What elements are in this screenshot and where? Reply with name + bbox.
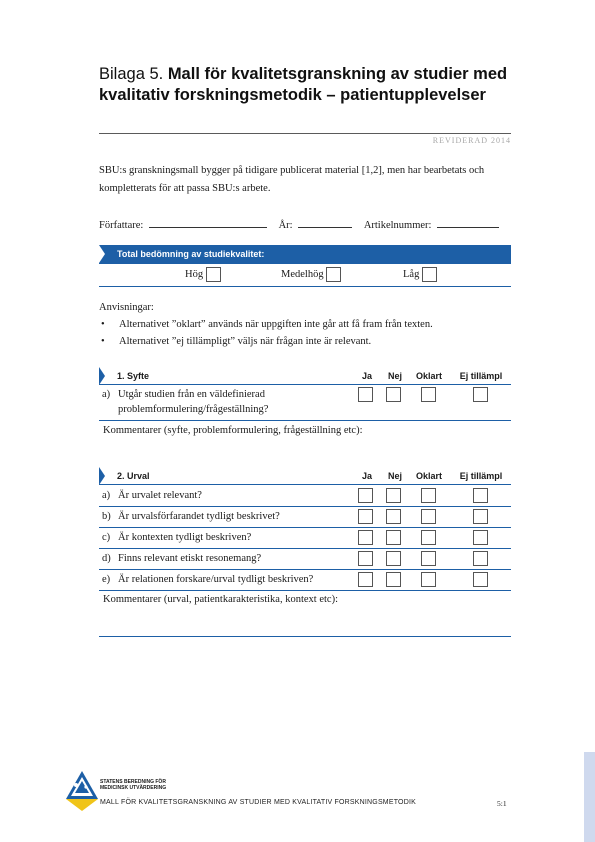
question-row <box>99 572 511 589</box>
rating-medium-label: Medelhög <box>281 268 324 280</box>
revised-label: REVIDERAD 2014 <box>432 136 511 145</box>
question-row <box>99 387 511 419</box>
comment-divider <box>99 636 511 637</box>
question-text: Är relationen forskare/urval tydligt beskriven? <box>118 574 314 585</box>
question-letter: d) <box>102 553 111 564</box>
document-title <box>99 64 519 106</box>
checkbox-yes[interactable] <box>358 387 373 402</box>
rating-low-checkbox[interactable] <box>422 267 437 282</box>
question-line: Utgår studien från en väldefinierad <box>118 389 265 400</box>
question-text: Är kontexten tydligt beskriven? <box>118 532 252 543</box>
author-label: Författare: <box>99 220 144 231</box>
question-row <box>99 530 511 547</box>
checkbox-not-applicable[interactable] <box>473 530 488 545</box>
checkbox-yes[interactable] <box>358 530 373 545</box>
rating-high-label: Hög <box>185 268 204 280</box>
question-line: problemformulering/frågeställning? <box>118 404 269 415</box>
checkbox-not-applicable[interactable] <box>473 387 488 402</box>
instructions-heading: Anvisningar: <box>99 302 154 313</box>
rating-low-label: Låg <box>403 268 420 280</box>
checkbox-no[interactable] <box>386 488 401 503</box>
checkbox-not-applicable[interactable] <box>473 488 488 503</box>
checkbox-unclear[interactable] <box>421 572 436 587</box>
question-letter: a) <box>102 490 111 501</box>
title-divider <box>99 133 511 134</box>
article-number-label: Artikelnummer: <box>363 220 432 231</box>
rating-high-checkbox[interactable] <box>206 267 221 282</box>
checkbox-yes[interactable] <box>358 551 373 566</box>
question-row <box>99 551 511 568</box>
checkbox-not-applicable[interactable] <box>473 551 488 566</box>
section-title: 2. Urval <box>117 471 150 481</box>
column-no: Nej <box>387 371 402 381</box>
checkbox-no[interactable] <box>386 530 401 545</box>
section-arrow-icon <box>99 367 105 385</box>
organization-line: MEDICINSK UTVÄRDERING <box>100 785 167 791</box>
instructions-list <box>99 316 514 350</box>
column-not-applicable: Ej tillämpl <box>459 371 503 381</box>
article-number-field[interactable] <box>437 217 499 228</box>
section-header-syfte <box>99 367 511 385</box>
row-divider <box>99 569 511 570</box>
comment-label: Kommentarer (urval, patientkarakteristika, kontext etc): <box>103 594 338 605</box>
row-divider <box>99 527 511 528</box>
question-letter: b) <box>102 511 111 522</box>
reference-fields <box>99 217 519 231</box>
instruction-item: • Alternativet ”oklart” används när uppgiften inte går att få fram från texten. <box>99 316 514 333</box>
checkbox-unclear[interactable] <box>421 387 436 402</box>
question-letter: c) <box>102 532 111 543</box>
rating-option-low <box>403 267 437 282</box>
column-yes: Ja <box>361 371 372 381</box>
checkbox-yes[interactable] <box>358 488 373 503</box>
question-row <box>99 509 511 526</box>
author-field[interactable] <box>149 217 267 228</box>
total-rating-options <box>99 264 511 286</box>
checkbox-no[interactable] <box>386 551 401 566</box>
question-letter: e) <box>102 574 111 585</box>
rating-medium-checkbox[interactable] <box>326 267 341 282</box>
rating-divider <box>99 286 511 287</box>
column-unclear: Oklart <box>415 371 442 381</box>
rating-option-high <box>185 267 221 282</box>
organization-name <box>100 779 170 791</box>
checkbox-unclear[interactable] <box>421 551 436 566</box>
column-no: Nej <box>387 471 402 481</box>
question-text: Är urvalet relevant? <box>118 490 202 501</box>
column-unclear: Oklart <box>415 471 442 481</box>
question-text <box>118 387 268 417</box>
checkbox-no[interactable] <box>386 387 401 402</box>
checkbox-unclear[interactable] <box>421 530 436 545</box>
checkbox-not-applicable[interactable] <box>473 509 488 524</box>
row-divider <box>99 548 511 549</box>
sbu-logo-icon <box>64 769 100 813</box>
year-field[interactable] <box>298 217 352 228</box>
organization-line: STATENS BEREDNING FÖR <box>100 779 166 785</box>
intro-paragraph: SBU:s granskningsmall bygger på tidigare publicerat material [1,2], men har bearbetats och kompletterats för att passa SBU:s arbete. <box>99 165 485 194</box>
side-tab <box>584 752 595 842</box>
question-letter: a) <box>102 389 111 400</box>
column-not-applicable: Ej tillämpl <box>459 471 503 481</box>
checkbox-unclear[interactable] <box>421 509 436 524</box>
checkbox-yes[interactable] <box>358 572 373 587</box>
checkbox-no[interactable] <box>386 509 401 524</box>
column-yes: Ja <box>361 471 372 481</box>
question-text: Finns relevant etiskt resonemang? <box>118 553 262 564</box>
title-main: Mall för kvalitetsgranskning av studier med kvalitativ forskningsmetodik – patientupplevelser <box>99 65 508 104</box>
title-prefix: Bilaga 5. <box>99 65 164 83</box>
footer-title: MALL FÖR KVALITETSGRANSKNING AV STUDIER MED KVALITATIV FORSKNINGSMETODIK <box>100 799 416 806</box>
rating-option-medium <box>281 267 341 282</box>
checkbox-not-applicable[interactable] <box>473 572 488 587</box>
page-number: 5:1 <box>497 799 507 808</box>
checkbox-no[interactable] <box>386 572 401 587</box>
total-rating-bar <box>99 245 511 264</box>
question-row <box>99 488 511 505</box>
year-label: År: <box>278 220 293 231</box>
instructions <box>99 299 514 350</box>
question-text: Är urvalsförfarandet tydligt beskrivet? <box>118 511 280 522</box>
instruction-item: • Alternativet ”ej tillämpligt” väljs när frågan inte är relevant. <box>99 333 514 350</box>
section-title: 1. Syfte <box>117 371 150 381</box>
row-divider <box>99 590 511 591</box>
checkbox-unclear[interactable] <box>421 488 436 503</box>
total-rating-label: Total bedömning av studiekvalitet: <box>117 249 265 259</box>
checkbox-yes[interactable] <box>358 509 373 524</box>
comment-label: Kommentarer (syfte, problemformulering, frågeställning etc): <box>103 425 363 436</box>
bar-notch <box>99 245 105 263</box>
section-header-urval <box>99 467 511 485</box>
row-divider <box>99 506 511 507</box>
row-divider <box>99 420 511 421</box>
section-arrow-icon <box>99 467 105 485</box>
